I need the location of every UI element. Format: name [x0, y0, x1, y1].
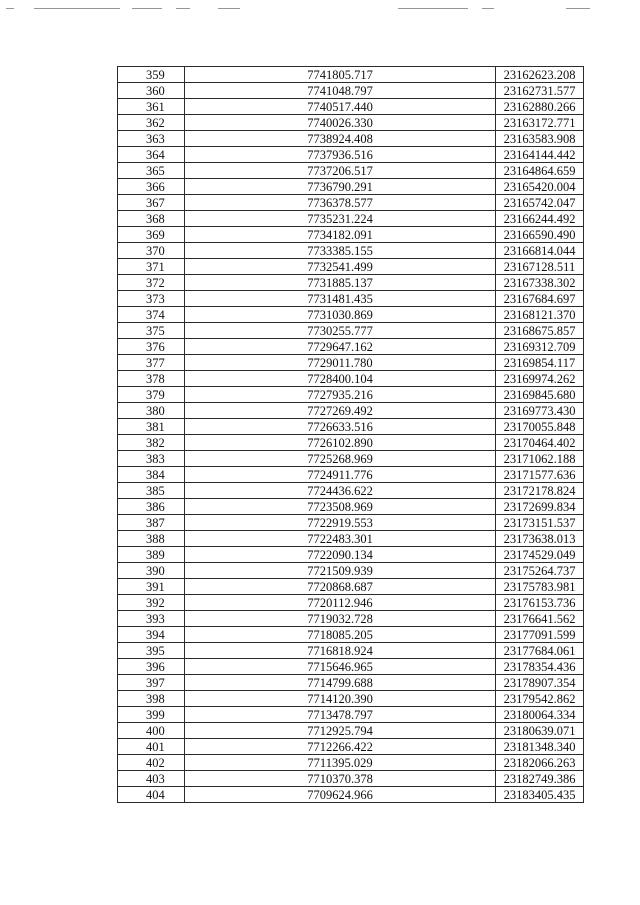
table-row [118, 691, 584, 707]
table-row [118, 211, 584, 227]
x-coordinate-cell: 7735231.224 [185, 211, 496, 227]
table-row [118, 275, 584, 291]
point-number-cell: 382 [118, 435, 185, 451]
table-row [118, 611, 584, 627]
table-row [118, 755, 584, 771]
table-row [118, 323, 584, 339]
table-row [118, 531, 584, 547]
point-number-cell: 379 [118, 387, 185, 403]
point-number-cell: 373 [118, 291, 185, 307]
table-row [118, 435, 584, 451]
table-row [118, 147, 584, 163]
point-number-cell: 392 [118, 595, 185, 611]
table-row [118, 131, 584, 147]
x-coordinate-cell: 7714799.688 [185, 675, 496, 691]
point-number-cell: 368 [118, 211, 185, 227]
point-number-cell: 377 [118, 355, 185, 371]
y-coordinate-cell: 23182749.386 [496, 771, 584, 787]
table-row [118, 627, 584, 643]
point-number-cell: 384 [118, 467, 185, 483]
y-coordinate-cell: 23165420.004 [496, 179, 584, 195]
y-coordinate-cell: 23164864.659 [496, 163, 584, 179]
y-coordinate-cell: 23169312.709 [496, 339, 584, 355]
table-row [118, 707, 584, 723]
y-coordinate-cell: 23167128.511 [496, 259, 584, 275]
point-number-cell: 381 [118, 419, 185, 435]
x-coordinate-cell: 7711395.029 [185, 755, 496, 771]
table-row [118, 227, 584, 243]
y-coordinate-cell: 23169974.262 [496, 371, 584, 387]
y-coordinate-cell: 23183405.435 [496, 787, 584, 803]
point-number-cell: 361 [118, 99, 185, 115]
y-coordinate-cell: 23173638.013 [496, 531, 584, 547]
y-coordinate-cell: 23176153.736 [496, 595, 584, 611]
x-coordinate-cell: 7731885.137 [185, 275, 496, 291]
y-coordinate-cell: 23172178.824 [496, 483, 584, 499]
point-number-cell: 402 [118, 755, 185, 771]
point-number-cell: 369 [118, 227, 185, 243]
table-row [118, 339, 584, 355]
table-row [118, 243, 584, 259]
y-coordinate-cell: 23180639.071 [496, 723, 584, 739]
table-row [118, 643, 584, 659]
table-row [118, 355, 584, 371]
point-number-cell: 383 [118, 451, 185, 467]
point-number-cell: 360 [118, 83, 185, 99]
point-number-cell: 375 [118, 323, 185, 339]
x-coordinate-cell: 7730255.777 [185, 323, 496, 339]
table-row [118, 259, 584, 275]
point-number-cell: 386 [118, 499, 185, 515]
y-coordinate-cell: 23179542.862 [496, 691, 584, 707]
x-coordinate-cell: 7731030.869 [185, 307, 496, 323]
point-number-cell: 374 [118, 307, 185, 323]
point-number-cell: 401 [118, 739, 185, 755]
table-row [118, 515, 584, 531]
table-row [118, 771, 584, 787]
table-row [118, 419, 584, 435]
y-coordinate-cell: 23162731.577 [496, 83, 584, 99]
point-number-cell: 393 [118, 611, 185, 627]
y-coordinate-cell: 23177684.061 [496, 643, 584, 659]
y-coordinate-cell: 23162623.208 [496, 67, 584, 83]
point-number-cell: 400 [118, 723, 185, 739]
table-row [118, 451, 584, 467]
x-coordinate-cell: 7741805.717 [185, 67, 496, 83]
x-coordinate-cell: 7737936.516 [185, 147, 496, 163]
x-coordinate-cell: 7709624.966 [185, 787, 496, 803]
point-number-cell: 370 [118, 243, 185, 259]
point-number-cell: 359 [118, 67, 185, 83]
table-row [118, 371, 584, 387]
table-row [118, 547, 584, 563]
table-row [118, 195, 584, 211]
point-number-cell: 371 [118, 259, 185, 275]
point-number-cell: 376 [118, 339, 185, 355]
y-coordinate-cell: 23181348.340 [496, 739, 584, 755]
point-number-cell: 398 [118, 691, 185, 707]
table-row [118, 787, 584, 803]
y-coordinate-cell: 23172699.834 [496, 499, 584, 515]
x-coordinate-cell: 7720112.946 [185, 595, 496, 611]
x-coordinate-cell: 7721509.939 [185, 563, 496, 579]
y-coordinate-cell: 23165742.047 [496, 195, 584, 211]
x-coordinate-cell: 7729011.780 [185, 355, 496, 371]
coordinates-table-body [118, 67, 584, 803]
point-number-cell: 363 [118, 131, 185, 147]
x-coordinate-cell: 7724436.622 [185, 483, 496, 499]
y-coordinate-cell: 23167684.697 [496, 291, 584, 307]
y-coordinate-cell: 23180064.334 [496, 707, 584, 723]
y-coordinate-cell: 23176641.562 [496, 611, 584, 627]
point-number-cell: 366 [118, 179, 185, 195]
table-row [118, 403, 584, 419]
x-coordinate-cell: 7716818.924 [185, 643, 496, 659]
x-coordinate-cell: 7727269.492 [185, 403, 496, 419]
coordinates-table [117, 66, 584, 803]
x-coordinate-cell: 7728400.104 [185, 371, 496, 387]
point-number-cell: 391 [118, 579, 185, 595]
table-row [118, 723, 584, 739]
y-coordinate-cell: 23174529.049 [496, 547, 584, 563]
y-coordinate-cell: 23173151.537 [496, 515, 584, 531]
x-coordinate-cell: 7712266.422 [185, 739, 496, 755]
point-number-cell: 385 [118, 483, 185, 499]
x-coordinate-cell: 7736790.291 [185, 179, 496, 195]
x-coordinate-cell: 7740026.330 [185, 115, 496, 131]
point-number-cell: 364 [118, 147, 185, 163]
y-coordinate-cell: 23175264.737 [496, 563, 584, 579]
y-coordinate-cell: 23182066.263 [496, 755, 584, 771]
point-number-cell: 389 [118, 547, 185, 563]
table-row [118, 579, 584, 595]
y-coordinate-cell: 23166590.490 [496, 227, 584, 243]
y-coordinate-cell: 23178907.354 [496, 675, 584, 691]
x-coordinate-cell: 7710370.378 [185, 771, 496, 787]
point-number-cell: 395 [118, 643, 185, 659]
x-coordinate-cell: 7740517.440 [185, 99, 496, 115]
table-row [118, 739, 584, 755]
y-coordinate-cell: 23171062.188 [496, 451, 584, 467]
y-coordinate-cell: 23177091.599 [496, 627, 584, 643]
x-coordinate-cell: 7736378.577 [185, 195, 496, 211]
point-number-cell: 380 [118, 403, 185, 419]
x-coordinate-cell: 7733385.155 [185, 243, 496, 259]
x-coordinate-cell: 7719032.728 [185, 611, 496, 627]
table-row [118, 307, 584, 323]
y-coordinate-cell: 23169854.117 [496, 355, 584, 371]
x-coordinate-cell: 7712925.794 [185, 723, 496, 739]
y-coordinate-cell: 23163583.908 [496, 131, 584, 147]
point-number-cell: 404 [118, 787, 185, 803]
y-coordinate-cell: 23167338.302 [496, 275, 584, 291]
x-coordinate-cell: 7729647.162 [185, 339, 496, 355]
y-coordinate-cell: 23166814.044 [496, 243, 584, 259]
y-coordinate-cell: 23163172.771 [496, 115, 584, 131]
y-coordinate-cell: 23175783.981 [496, 579, 584, 595]
y-coordinate-cell: 23166244.492 [496, 211, 584, 227]
table-row [118, 595, 584, 611]
scan-header-artifact [0, 8, 640, 14]
y-coordinate-cell: 23164144.442 [496, 147, 584, 163]
table-row [118, 115, 584, 131]
point-number-cell: 396 [118, 659, 185, 675]
x-coordinate-cell: 7718085.205 [185, 627, 496, 643]
table-row [118, 387, 584, 403]
point-number-cell: 394 [118, 627, 185, 643]
table-row [118, 467, 584, 483]
point-number-cell: 378 [118, 371, 185, 387]
point-number-cell: 367 [118, 195, 185, 211]
table-row [118, 163, 584, 179]
point-number-cell: 387 [118, 515, 185, 531]
x-coordinate-cell: 7724911.776 [185, 467, 496, 483]
point-number-cell: 372 [118, 275, 185, 291]
table-row [118, 67, 584, 83]
point-number-cell: 397 [118, 675, 185, 691]
point-number-cell: 399 [118, 707, 185, 723]
table-row [118, 563, 584, 579]
table-row [118, 483, 584, 499]
y-coordinate-cell: 23162880.266 [496, 99, 584, 115]
x-coordinate-cell: 7738924.408 [185, 131, 496, 147]
x-coordinate-cell: 7737206.517 [185, 163, 496, 179]
point-number-cell: 403 [118, 771, 185, 787]
y-coordinate-cell: 23169845.680 [496, 387, 584, 403]
point-number-cell: 365 [118, 163, 185, 179]
point-number-cell: 390 [118, 563, 185, 579]
y-coordinate-cell: 23178354.436 [496, 659, 584, 675]
y-coordinate-cell: 23170464.402 [496, 435, 584, 451]
x-coordinate-cell: 7713478.797 [185, 707, 496, 723]
y-coordinate-cell: 23169773.430 [496, 403, 584, 419]
table-row [118, 499, 584, 515]
y-coordinate-cell: 23168675.857 [496, 323, 584, 339]
x-coordinate-cell: 7722483.301 [185, 531, 496, 547]
x-coordinate-cell: 7727935.216 [185, 387, 496, 403]
table-row [118, 83, 584, 99]
point-number-cell: 388 [118, 531, 185, 547]
x-coordinate-cell: 7723508.969 [185, 499, 496, 515]
table-row [118, 291, 584, 307]
y-coordinate-cell: 23170055.848 [496, 419, 584, 435]
table-row [118, 179, 584, 195]
point-number-cell: 362 [118, 115, 185, 131]
table-row [118, 659, 584, 675]
x-coordinate-cell: 7722919.553 [185, 515, 496, 531]
x-coordinate-cell: 7715646.965 [185, 659, 496, 675]
x-coordinate-cell: 7726102.890 [185, 435, 496, 451]
table-row [118, 675, 584, 691]
x-coordinate-cell: 7732541.499 [185, 259, 496, 275]
x-coordinate-cell: 7725268.969 [185, 451, 496, 467]
y-coordinate-cell: 23168121.370 [496, 307, 584, 323]
x-coordinate-cell: 7734182.091 [185, 227, 496, 243]
x-coordinate-cell: 7714120.390 [185, 691, 496, 707]
y-coordinate-cell: 23171577.636 [496, 467, 584, 483]
x-coordinate-cell: 7726633.516 [185, 419, 496, 435]
x-coordinate-cell: 7741048.797 [185, 83, 496, 99]
x-coordinate-cell: 7731481.435 [185, 291, 496, 307]
x-coordinate-cell: 7720868.687 [185, 579, 496, 595]
table-row [118, 99, 584, 115]
x-coordinate-cell: 7722090.134 [185, 547, 496, 563]
